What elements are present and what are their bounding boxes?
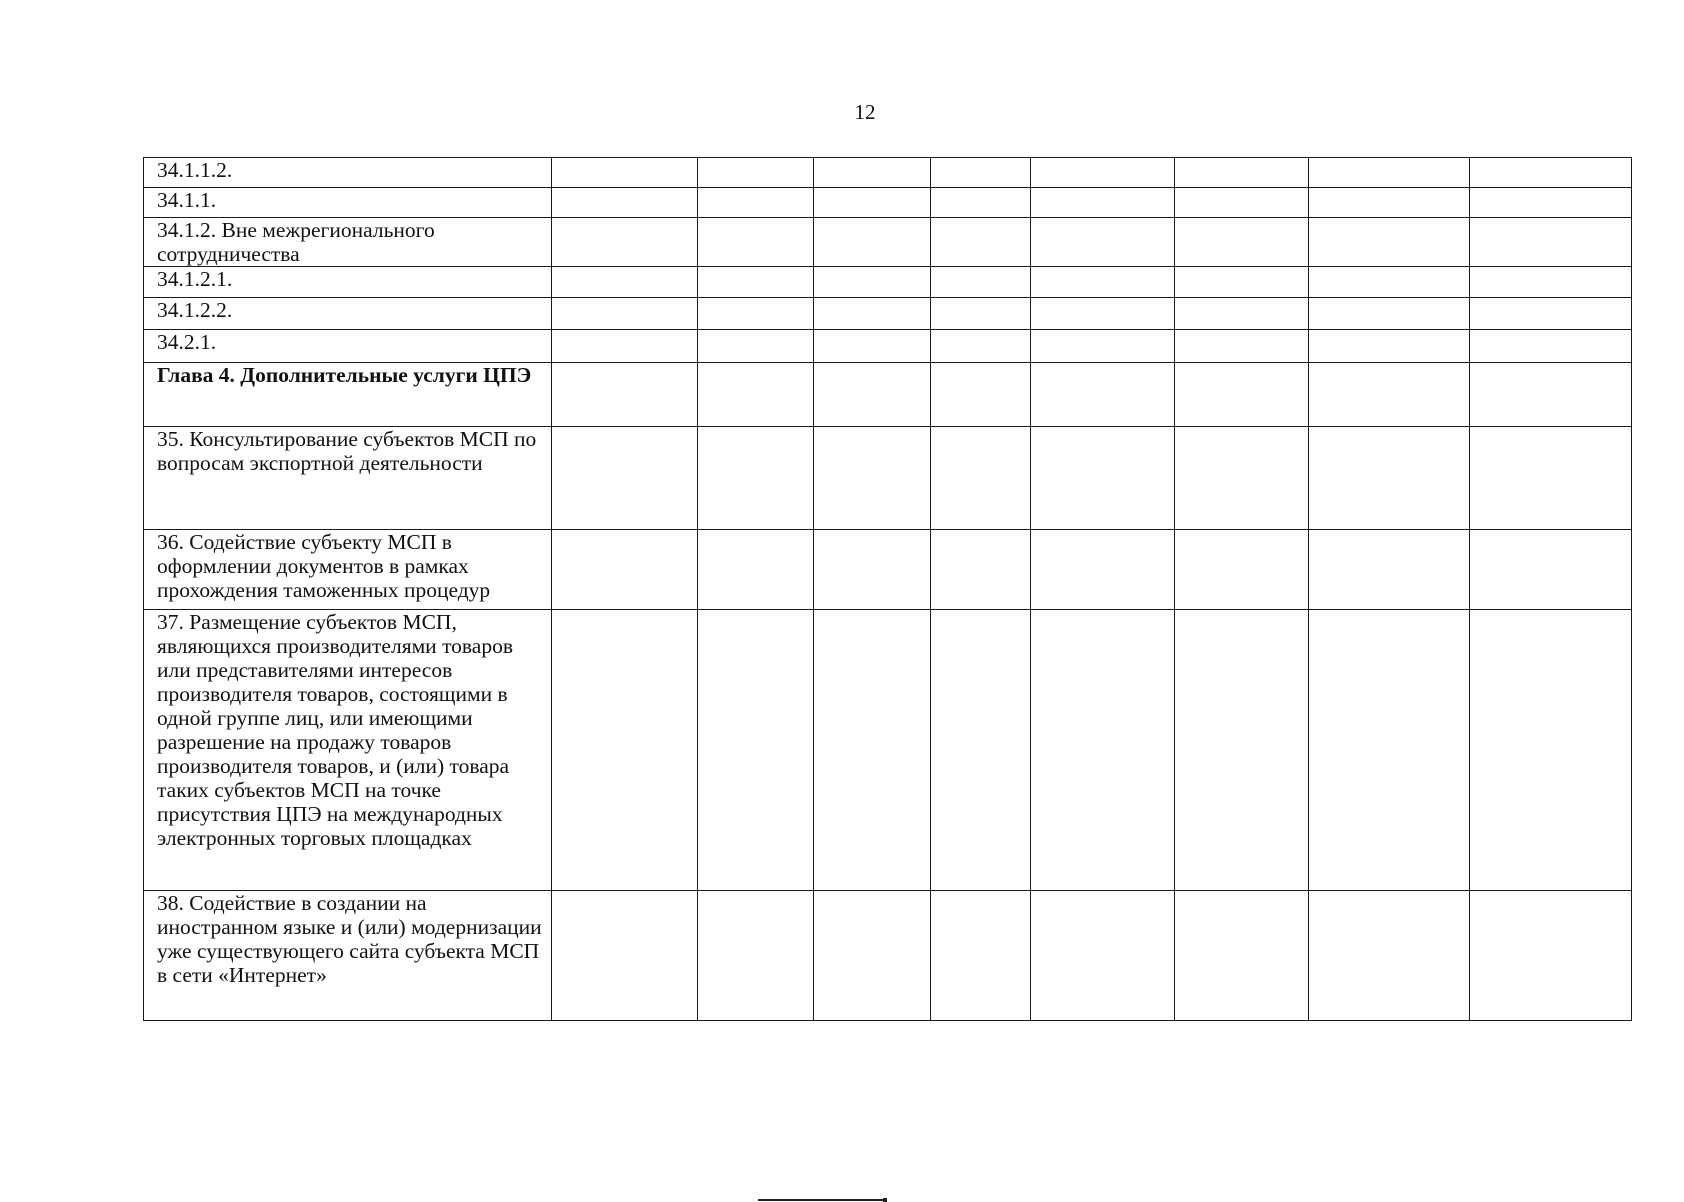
table-cell (1309, 330, 1470, 363)
table-cell (814, 298, 931, 330)
table-row (144, 530, 1632, 610)
page-number: 12 (854, 100, 876, 124)
table-cell (1031, 330, 1175, 363)
table-cell (1175, 530, 1309, 610)
table-cell (552, 158, 698, 188)
table-cell (931, 891, 1031, 1021)
table-cell (552, 363, 698, 427)
table-cell (1031, 610, 1175, 891)
table-cell (552, 530, 698, 610)
table-cell (931, 218, 1031, 267)
table-cell (1031, 298, 1175, 330)
table-cell (1031, 267, 1175, 298)
table-cell (698, 188, 814, 218)
table-cell (931, 158, 1031, 188)
table-cell (931, 188, 1031, 218)
table-cell (698, 427, 814, 530)
table-cell (1175, 158, 1309, 188)
table-cell (552, 267, 698, 298)
table-cell (552, 330, 698, 363)
table-cell (1309, 218, 1470, 267)
table-cell (1031, 363, 1175, 427)
table-cell (1470, 530, 1632, 610)
table-cell (1470, 610, 1632, 891)
table-row (144, 363, 1632, 427)
table-row (144, 891, 1632, 1021)
table-cell (814, 891, 931, 1021)
row-label: 35. Консультирование субъектов МСП по вопросам экспортной деятельности (144, 427, 552, 530)
table-cell (1470, 298, 1632, 330)
table-cell (1309, 530, 1470, 610)
row-label: 34.2.1. (144, 330, 552, 363)
table-cell (552, 218, 698, 267)
table-row (144, 427, 1632, 530)
table-cell (1175, 298, 1309, 330)
table-cell (698, 363, 814, 427)
row-label: 34.1.1.2. (144, 158, 552, 188)
row-label: 34.1.2. Вне межрегионального сотрудничества (144, 218, 552, 267)
table-cell (814, 530, 931, 610)
table-cell (698, 298, 814, 330)
footer-divider (758, 1199, 886, 1201)
table-cell (814, 267, 931, 298)
table-cell (698, 158, 814, 188)
table-cell (1470, 427, 1632, 530)
table-cell (1309, 610, 1470, 891)
table-cell (1175, 188, 1309, 218)
table-cell (1309, 298, 1470, 330)
table-cell (1309, 188, 1470, 218)
table-cell (1470, 218, 1632, 267)
chapter-heading: Глава 4. Дополнительные услуги ЦПЭ (144, 363, 552, 427)
table-cell (931, 427, 1031, 530)
table-cell (1470, 267, 1632, 298)
table-cell (1309, 267, 1470, 298)
footer-divider-mark (883, 1198, 887, 1202)
row-label: 34.1.2.1. (144, 267, 552, 298)
table-row (144, 298, 1632, 330)
table-cell (552, 891, 698, 1021)
table-cell (698, 530, 814, 610)
table-row (144, 158, 1632, 188)
table-cell (1309, 891, 1470, 1021)
table-cell (931, 298, 1031, 330)
table-row (144, 610, 1632, 891)
row-label: 34.1.1. (144, 188, 552, 218)
table-cell (1031, 218, 1175, 267)
table-cell (698, 267, 814, 298)
table-row (144, 188, 1632, 218)
row-label: 36. Содействие субъекту МСП в оформлении документов в рамках прохождения таможенных процедур (144, 530, 552, 610)
row-label: 34.1.2.2. (144, 298, 552, 330)
table-cell (1175, 610, 1309, 891)
table-row (144, 267, 1632, 298)
table-cell (1031, 427, 1175, 530)
table-cell (814, 158, 931, 188)
table-cell (1309, 363, 1470, 427)
table-cell (1175, 363, 1309, 427)
table-cell (931, 530, 1031, 610)
table-cell (931, 610, 1031, 891)
table-cell (698, 330, 814, 363)
table-cell (814, 363, 931, 427)
table-cell (698, 891, 814, 1021)
table-cell (1031, 158, 1175, 188)
table-cell (1470, 158, 1632, 188)
table-cell (1470, 330, 1632, 363)
table-cell (1309, 427, 1470, 530)
table-cell (698, 218, 814, 267)
table-cell (552, 298, 698, 330)
table-cell (1031, 188, 1175, 218)
table-cell (1175, 218, 1309, 267)
table-cell (814, 218, 931, 267)
table-cell (1175, 427, 1309, 530)
table-cell (1175, 891, 1309, 1021)
row-label: 38. Содействие в создании на иностранном языке и (или) модернизации уже существующего сайта субъекта МСП в сети «Интернет» (144, 891, 552, 1021)
table-cell (1470, 188, 1632, 218)
table-cell (1175, 330, 1309, 363)
table-cell (931, 363, 1031, 427)
table-cell (814, 330, 931, 363)
table-cell (814, 610, 931, 891)
table-cell (552, 188, 698, 218)
table-cell (1470, 363, 1632, 427)
table-row (144, 218, 1632, 267)
table-cell (552, 610, 698, 891)
table-cell (1031, 530, 1175, 610)
table-cell (698, 610, 814, 891)
report-table (143, 157, 1632, 1021)
table-cell (814, 188, 931, 218)
table-cell (814, 427, 931, 530)
table-cell (552, 427, 698, 530)
table-cell (1309, 158, 1470, 188)
table-cell (1175, 267, 1309, 298)
table-cell (1470, 891, 1632, 1021)
table-cell (931, 330, 1031, 363)
table-cell (1031, 891, 1175, 1021)
table-cell (931, 267, 1031, 298)
row-label: 37. Размещение субъектов МСП, являющихся производителями товаров или представителями интересов производителя товаров, состоящими в одной группе лиц, или имеющими разрешение на продажу товаров производителя товаров, и (или) товара таких субъектов МСП на точке присутствия ЦПЭ на международных электронных торговых площадках (144, 610, 552, 891)
table-row (144, 330, 1632, 363)
